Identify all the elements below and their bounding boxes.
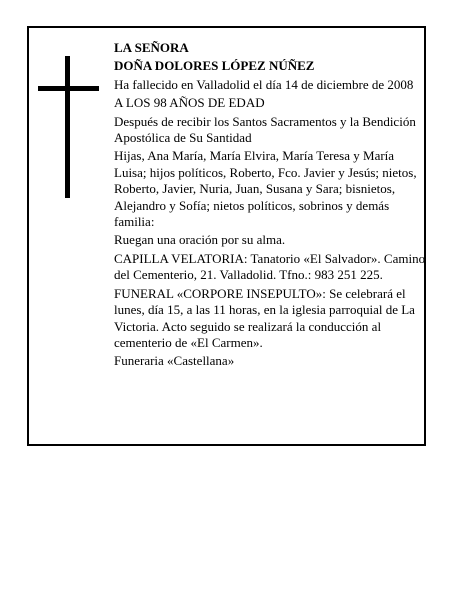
prayer-request: Ruegan una oración por su alma. — [114, 232, 286, 248]
funeral-info: FUNERAL «CORPORE INSEPULTO»: Se celebrará el lunes, día 15, a las 11 horas, en la iglesia parroquial de La Victoria. Acto seguido se realizará la conducción al cementerio de «El Carmen». — [114, 285, 415, 350]
obituary-text — [114, 40, 426, 372]
family-list: Hijas, Ana María, María Elvira, María Teresa y María Luisa; hijos políticos, Roberto, Fco. Javier y Jesús; nietos, Roberto, Javier, Nuria, Juan, Susana y Sara; bisnietos, Alejandro y Sofía; nietos políticos, sobrinos y demás familia: — [114, 148, 417, 230]
death-statement: Ha fallecido en Valladolid el día 14 de diciembre de 2008 — [114, 76, 414, 92]
chapel-info: CAPILLA VELATORIA: Tanatorio «El Salvador». Camino del Cementerio, 21. Valladolid. Tfno.: 983 251 225. — [114, 250, 426, 283]
age-line: A LOS 98 AÑOS DE EDAD — [114, 95, 265, 111]
cross-icon-arm — [38, 86, 99, 91]
sacraments-line: Después de recibir los Santos Sacramentos y la Bendición Apostólica de Su Santidad — [114, 113, 416, 146]
deceased-name: DOÑA DOLORES LÓPEZ NÚÑEZ — [114, 58, 315, 74]
funeral-home: Funeraria «Castellana» — [114, 353, 235, 369]
cross-icon — [65, 56, 70, 198]
title-line-1: LA SEÑORA — [114, 40, 189, 55]
